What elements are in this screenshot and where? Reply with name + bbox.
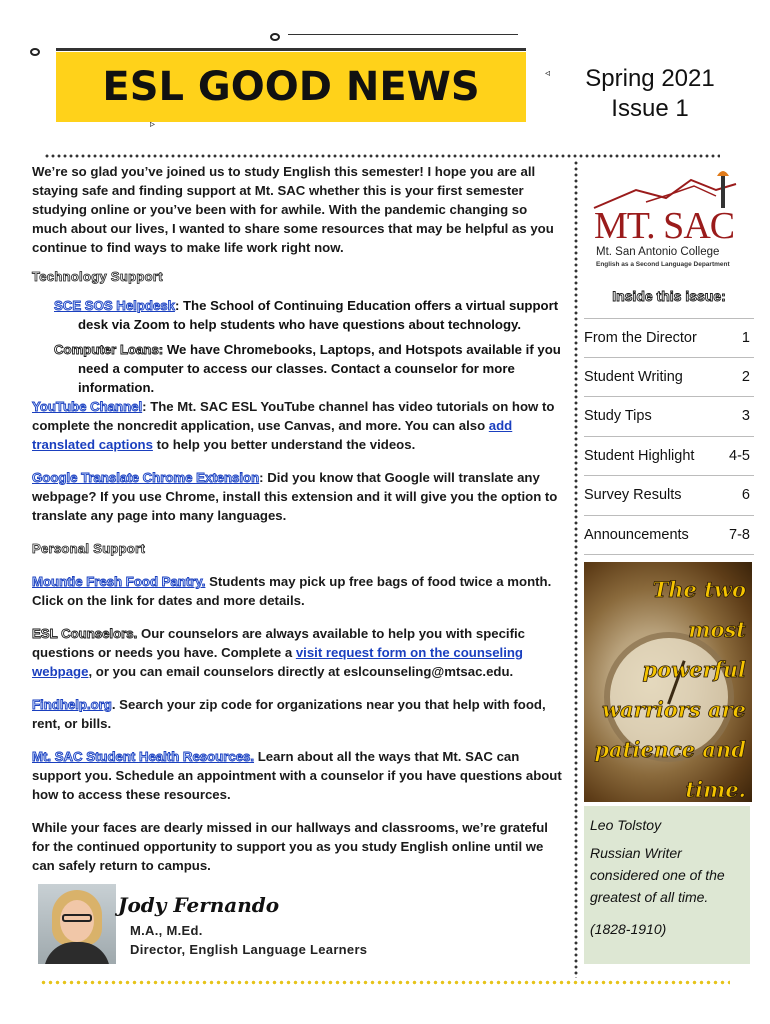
toc-item[interactable] <box>584 358 754 398</box>
toc-label: Survey Results <box>584 487 682 504</box>
toc-item[interactable] <box>584 516 754 556</box>
youtube-text: : The Mt. SAC ESL YouTube channel has video tutorials on how to complete the noncredit application, use Canvas, and more. You can also <box>32 399 555 433</box>
food-pantry-item <box>32 572 562 610</box>
toc-page: 3 <box>741 408 750 425</box>
computer-loans-item <box>32 340 562 397</box>
decorative-line <box>288 34 518 35</box>
findhelp-item <box>32 695 562 733</box>
toc-item[interactable] <box>584 476 754 516</box>
table-of-contents <box>584 318 754 555</box>
food-pantry-link[interactable]: Mountie Fresh Food Pantry. <box>32 574 206 589</box>
decorative-triangle-icon: ▹ <box>150 119 156 130</box>
decorative-circle-icon <box>270 33 280 41</box>
technology-support-heading: Technology Support <box>32 269 163 284</box>
sce-helpdesk-text: : The School of Continuing Education offers a virtual support desk via Zoom to help students who have questions about technology. <box>78 298 559 332</box>
health-resources-link[interactable]: Mt. SAC Student Health Resources. <box>32 749 255 764</box>
issue-info <box>560 64 740 124</box>
sce-helpdesk-link[interactable]: SCE SOS Helpdesk <box>54 298 175 313</box>
decorative-line <box>56 48 526 51</box>
toc-page: 7-8 <box>729 526 750 543</box>
computer-loans-text: We have Chromebooks, Laptops, and Hotspots available if you need a computer to access our classes. Contact a counselor for more information. <box>78 342 561 395</box>
captions-text: to help you better understand the videos. <box>152 437 416 452</box>
quote-author-years: (1828-1910) <box>590 921 667 937</box>
newsletter-title: ESL GOOD NEWS <box>102 64 480 110</box>
logo-title: MT. SAC <box>594 205 735 247</box>
findhelp-link[interactable]: Findhelp.org <box>32 697 112 712</box>
esl-counselors-text: Our counselors are always available to help you with specific questions or needs you have. Complete a <box>32 626 525 660</box>
quote-author: Leo Tolstoy <box>590 817 662 833</box>
google-translate-link[interactable]: Google Translate Chrome Extension <box>32 470 260 485</box>
health-resources-item <box>32 747 562 804</box>
decorative-triangle-icon: ◃ <box>545 68 551 79</box>
signature-role: Director, English Language Learners <box>130 942 368 957</box>
youtube-channel-link[interactable]: YouTube Channel <box>32 399 143 414</box>
visit-request-form-link[interactable]: visit request form on the counseling webpage <box>32 645 523 679</box>
issue-season: Spring 2021 <box>585 65 715 92</box>
closing-paragraph: While your faces are dearly missed in our hallways and classrooms, we’re grateful for the continued opportunity to support you as you study English online until we can safely return to campus. <box>32 820 548 873</box>
dotted-footer-divider <box>40 980 730 985</box>
logo-subtitle: Mt. San Antonio College <box>596 246 720 258</box>
main-article <box>32 162 562 875</box>
health-resources-text: Learn about all the ways that Mt. SAC can support you. Schedule an appointment with a counselor if you have questions about how to access these resources. <box>32 749 562 802</box>
toc-label: Announcements <box>584 526 689 543</box>
toc-page: 6 <box>741 487 750 504</box>
dotted-column-divider <box>574 160 578 978</box>
logo-department: English as a Second Language Department <box>596 261 730 268</box>
signature-degrees: M.A., M.Ed. <box>130 923 203 938</box>
intro-paragraph: We’re so glad you’ve joined us to study English this semester! I hope you are all staying safe and finding support at Mt. SAC whether this is your first semester studying online or you’ve been with for awhile. With the pandemic changing so much about our lives, I wanted to share some resources that may be helpful as you continue to find ways to make life work right now. <box>32 164 554 255</box>
esl-counselors-item <box>32 624 562 681</box>
dotted-divider <box>44 154 720 158</box>
toc-page: 1 <box>741 329 750 346</box>
translated-captions-link[interactable]: add translated captions <box>32 418 513 452</box>
signature-credentials <box>130 921 367 959</box>
quote-image <box>584 562 752 802</box>
google-translate-text: : Did you know that Google will translate any webpage? If you use Chrome, install this extension and it will give you the option to translate any page into many languages. <box>32 470 558 523</box>
youtube-item <box>32 397 562 454</box>
toc-item[interactable] <box>584 318 754 358</box>
quote-author-description: Russian Writer considered one of the greatest of all time. <box>590 845 725 905</box>
personal-support-heading: Personal Support <box>32 541 146 556</box>
toc-item[interactable] <box>584 437 754 477</box>
toc-label: Student Highlight <box>584 447 695 464</box>
quote-attribution <box>584 806 750 964</box>
director-photo <box>38 884 116 964</box>
toc-page: 2 <box>741 368 750 385</box>
food-pantry-text: Students may pick up free bags of food twice a month. Click on the link for dates and more details. <box>32 574 552 608</box>
signature: Jody Fernando <box>118 893 280 917</box>
toc-label: From the Director <box>584 329 697 346</box>
findhelp-text: . Search your zip code for organizations near you that help with food, rent, or bills. <box>32 697 546 731</box>
issue-number: Issue 1 <box>611 95 689 122</box>
toc-item[interactable] <box>584 397 754 437</box>
computer-loans-label: Computer Loans: <box>54 342 164 357</box>
decorative-circle-icon <box>30 48 40 56</box>
tolstoy-quote: The two most powerful warriors are patience and time. <box>594 577 746 802</box>
toc-label: Student Writing <box>584 368 683 385</box>
inside-issue-heading: Inside this issue: <box>612 288 726 304</box>
masthead <box>38 34 558 134</box>
google-translate-item <box>32 468 562 525</box>
sce-helpdesk-item <box>32 296 562 334</box>
esl-counselors-text-2: , or you can email counselors directly at eslcounseling@mtsac.edu. <box>88 664 514 679</box>
esl-counselors-label: ESL Counselors. <box>32 626 138 641</box>
mt-sac-logo <box>586 168 746 272</box>
toc-page: 4-5 <box>729 447 750 464</box>
toc-label: Study Tips <box>584 408 652 425</box>
